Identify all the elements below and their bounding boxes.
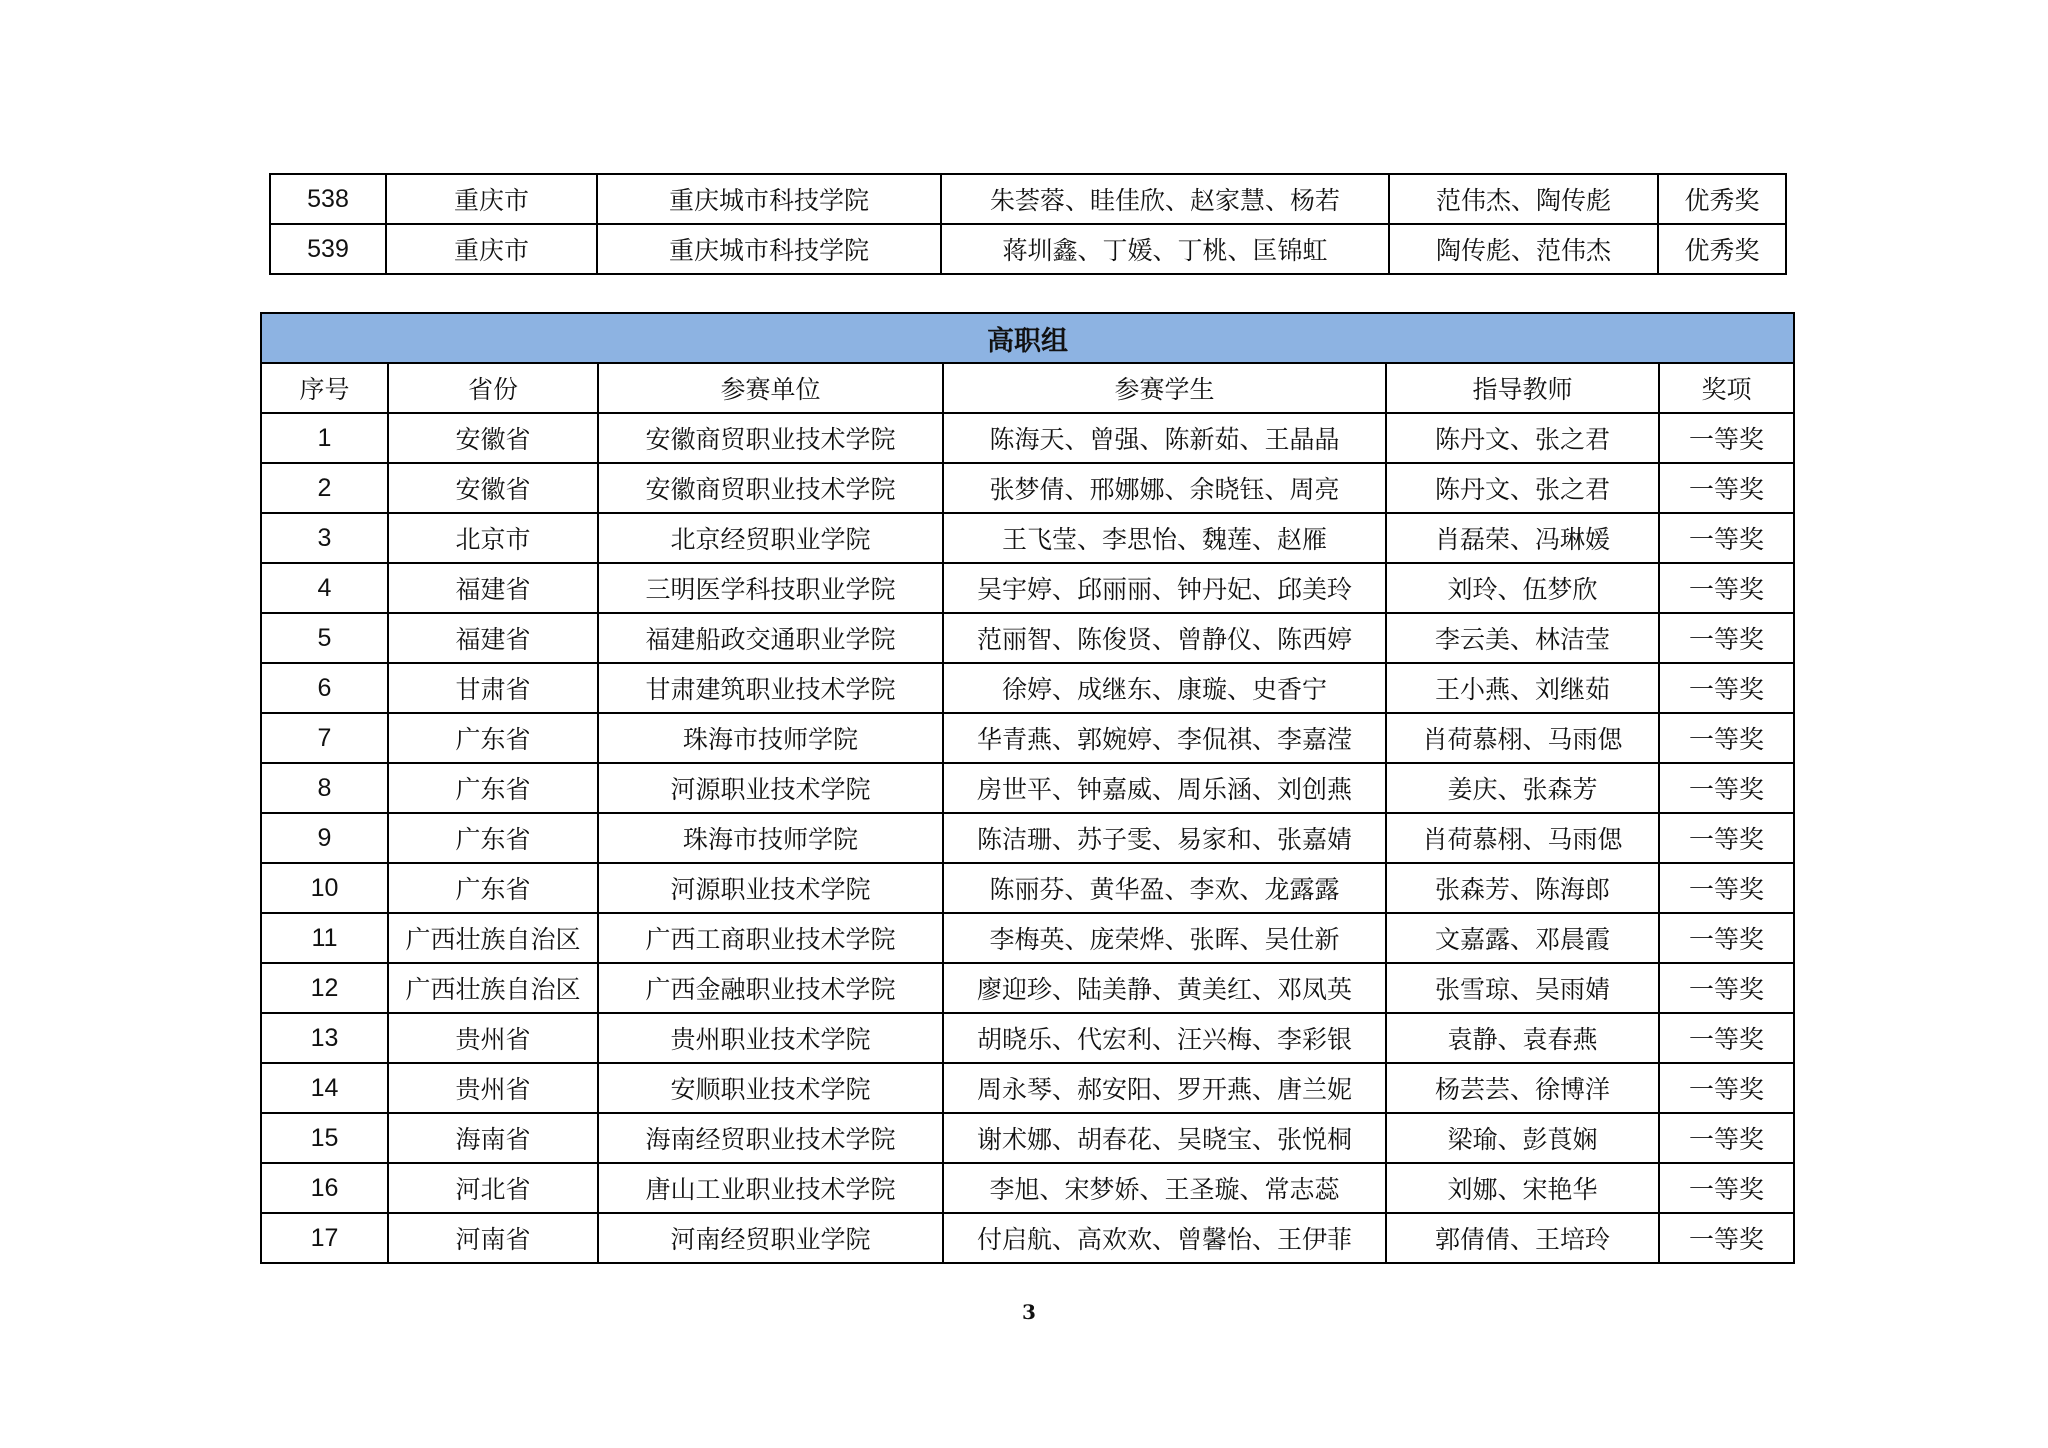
cell-unit: 安顺职业技术学院 <box>598 1063 943 1113</box>
cell-teachers: 肖荷慕栩、马雨偲 <box>1386 713 1659 763</box>
cell-award: 一等奖 <box>1659 663 1794 713</box>
cell-unit: 广西金融职业技术学院 <box>598 963 943 1013</box>
cell-award: 一等奖 <box>1659 563 1794 613</box>
cell-students: 付启航、高欢欢、曾馨怡、王伊菲 <box>943 1213 1386 1263</box>
cell-award: 一等奖 <box>1659 913 1794 963</box>
cell-unit: 重庆城市科技学院 <box>597 224 941 274</box>
vocational-group-body <box>261 413 1794 1263</box>
cell-students: 廖迎珍、陆美静、黄美红、邓凤英 <box>943 963 1386 1013</box>
cell-students: 张梦倩、邢娜娜、余晓钰、周亮 <box>943 463 1386 513</box>
cell-teachers: 肖荷慕栩、马雨偲 <box>1386 813 1659 863</box>
group-title-row <box>261 313 1794 363</box>
cell-award: 一等奖 <box>1659 963 1794 1013</box>
cell-unit: 广西工商职业技术学院 <box>598 913 943 963</box>
cell-students: 徐婷、成继东、康璇、史香宁 <box>943 663 1386 713</box>
cell-students: 范丽智、陈俊贤、曾静仪、陈西婷 <box>943 613 1386 663</box>
cell-teachers: 范伟杰、陶传彪 <box>1389 174 1658 224</box>
header-province: 省份 <box>388 363 598 413</box>
cell-students: 华青燕、郭婉婷、李侃祺、李嘉滢 <box>943 713 1386 763</box>
cell-no: 1 <box>261 413 388 463</box>
cell-teachers: 文嘉露、邓晨霞 <box>1386 913 1659 963</box>
cell-award: 一等奖 <box>1659 863 1794 913</box>
header-teachers: 指导教师 <box>1386 363 1659 413</box>
cell-province: 贵州省 <box>388 1063 598 1113</box>
cell-award: 一等奖 <box>1659 413 1794 463</box>
table-row <box>261 1213 1794 1263</box>
cell-teachers: 张森芳、陈海郎 <box>1386 863 1659 913</box>
cell-province: 福建省 <box>388 563 598 613</box>
cell-teachers: 陈丹文、张之君 <box>1386 413 1659 463</box>
cell-no: 14 <box>261 1063 388 1113</box>
cell-no: 538 <box>270 174 386 224</box>
cell-unit: 安徽商贸职业技术学院 <box>598 413 943 463</box>
cell-unit: 北京经贸职业学院 <box>598 513 943 563</box>
table-row <box>261 1163 1794 1213</box>
cell-province: 福建省 <box>388 613 598 663</box>
cell-no: 5 <box>261 613 388 663</box>
cell-students: 周永琴、郝安阳、罗开燕、唐兰妮 <box>943 1063 1386 1113</box>
cell-unit: 甘肃建筑职业技术学院 <box>598 663 943 713</box>
previous-section-table <box>269 173 1787 275</box>
cell-province: 重庆市 <box>386 224 597 274</box>
previous-section-body <box>270 174 1786 274</box>
cell-students: 陈丽芬、黄华盈、李欢、龙露露 <box>943 863 1386 913</box>
cell-teachers: 杨芸芸、徐博洋 <box>1386 1063 1659 1113</box>
cell-unit: 安徽商贸职业技术学院 <box>598 463 943 513</box>
cell-students: 陈洁珊、苏子雯、易家和、张嘉婧 <box>943 813 1386 863</box>
table-row <box>261 513 1794 563</box>
column-header-row <box>261 363 1794 413</box>
cell-students: 蒋圳鑫、丁媛、丁桃、匡锦虹 <box>941 224 1389 274</box>
cell-province: 广东省 <box>388 713 598 763</box>
cell-teachers: 王小燕、刘继茹 <box>1386 663 1659 713</box>
cell-unit: 珠海市技师学院 <box>598 713 943 763</box>
cell-no: 8 <box>261 763 388 813</box>
header-unit: 参赛单位 <box>598 363 943 413</box>
table-row <box>261 413 1794 463</box>
cell-province: 广西壮族自治区 <box>388 913 598 963</box>
cell-unit: 河源职业技术学院 <box>598 763 943 813</box>
cell-teachers: 刘娜、宋艳华 <box>1386 1163 1659 1213</box>
header-no: 序号 <box>261 363 388 413</box>
page-number: 3 <box>1022 1300 1036 1324</box>
cell-no: 9 <box>261 813 388 863</box>
cell-province: 贵州省 <box>388 1013 598 1063</box>
cell-province: 北京市 <box>388 513 598 563</box>
table-row <box>270 174 1786 224</box>
table-row <box>261 913 1794 963</box>
cell-province: 广东省 <box>388 863 598 913</box>
table-row <box>261 1113 1794 1163</box>
cell-teachers: 陈丹文、张之君 <box>1386 463 1659 513</box>
table-row <box>261 1063 1794 1113</box>
cell-award: 一等奖 <box>1659 613 1794 663</box>
cell-students: 吴宇婷、邱丽丽、钟丹妃、邱美玲 <box>943 563 1386 613</box>
cell-no: 10 <box>261 863 388 913</box>
cell-unit: 三明医学科技职业学院 <box>598 563 943 613</box>
cell-unit: 河南经贸职业学院 <box>598 1213 943 1263</box>
cell-province: 广东省 <box>388 813 598 863</box>
cell-award: 一等奖 <box>1659 1163 1794 1213</box>
cell-teachers: 袁静、袁春燕 <box>1386 1013 1659 1063</box>
cell-teachers: 梁瑜、彭莨娴 <box>1386 1113 1659 1163</box>
cell-unit: 唐山工业职业技术学院 <box>598 1163 943 1213</box>
table-row <box>261 963 1794 1013</box>
cell-award: 一等奖 <box>1659 513 1794 563</box>
cell-no: 6 <box>261 663 388 713</box>
cell-teachers: 刘玲、伍梦欣 <box>1386 563 1659 613</box>
cell-unit: 重庆城市科技学院 <box>597 174 941 224</box>
cell-award: 一等奖 <box>1659 763 1794 813</box>
cell-province: 安徽省 <box>388 463 598 513</box>
cell-students: 朱荟蓉、眭佳欣、赵家慧、杨若 <box>941 174 1389 224</box>
cell-teachers: 姜庆、张森芳 <box>1386 763 1659 813</box>
table-row <box>261 613 1794 663</box>
cell-province: 甘肃省 <box>388 663 598 713</box>
vocational-group-table <box>260 312 1795 1264</box>
cell-award: 优秀奖 <box>1658 224 1786 274</box>
table-row <box>261 813 1794 863</box>
cell-no: 4 <box>261 563 388 613</box>
cell-teachers: 陶传彪、范伟杰 <box>1389 224 1658 274</box>
cell-unit: 河源职业技术学院 <box>598 863 943 913</box>
cell-students: 李梅英、庞荣烨、张晖、吴仕新 <box>943 913 1386 963</box>
cell-students: 王飞莹、李思怡、魏莲、赵雁 <box>943 513 1386 563</box>
table-row <box>261 763 1794 813</box>
cell-students: 房世平、钟嘉威、周乐涵、刘创燕 <box>943 763 1386 813</box>
cell-no: 15 <box>261 1113 388 1163</box>
cell-unit: 珠海市技师学院 <box>598 813 943 863</box>
table-row <box>261 463 1794 513</box>
table-row <box>261 863 1794 913</box>
cell-award: 优秀奖 <box>1658 174 1786 224</box>
cell-unit: 贵州职业技术学院 <box>598 1013 943 1063</box>
cell-no: 11 <box>261 913 388 963</box>
cell-no: 7 <box>261 713 388 763</box>
group-title: 高职组 <box>261 313 1794 363</box>
cell-no: 16 <box>261 1163 388 1213</box>
cell-award: 一等奖 <box>1659 1213 1794 1263</box>
cell-award: 一等奖 <box>1659 463 1794 513</box>
table-row <box>261 1013 1794 1063</box>
cell-province: 河北省 <box>388 1163 598 1213</box>
cell-province: 广西壮族自治区 <box>388 963 598 1013</box>
cell-province: 安徽省 <box>388 413 598 463</box>
cell-award: 一等奖 <box>1659 1013 1794 1063</box>
cell-students: 李旭、宋梦娇、王圣璇、常志蕊 <box>943 1163 1386 1213</box>
header-award: 奖项 <box>1659 363 1794 413</box>
cell-province: 重庆市 <box>386 174 597 224</box>
cell-award: 一等奖 <box>1659 813 1794 863</box>
cell-students: 陈海天、曾强、陈新茹、王晶晶 <box>943 413 1386 463</box>
table-row <box>261 663 1794 713</box>
cell-teachers: 张雪琼、吴雨婧 <box>1386 963 1659 1013</box>
header-students: 参赛学生 <box>943 363 1386 413</box>
cell-no: 17 <box>261 1213 388 1263</box>
cell-teachers: 肖磊荣、冯琳媛 <box>1386 513 1659 563</box>
cell-province: 广东省 <box>388 763 598 813</box>
cell-no: 539 <box>270 224 386 274</box>
cell-award: 一等奖 <box>1659 1113 1794 1163</box>
cell-students: 胡晓乐、代宏利、汪兴梅、李彩银 <box>943 1013 1386 1063</box>
cell-unit: 海南经贸职业技术学院 <box>598 1113 943 1163</box>
cell-no: 13 <box>261 1013 388 1063</box>
cell-no: 3 <box>261 513 388 563</box>
cell-teachers: 郭倩倩、王培玲 <box>1386 1213 1659 1263</box>
cell-award: 一等奖 <box>1659 1063 1794 1113</box>
cell-province: 海南省 <box>388 1113 598 1163</box>
table-row <box>261 563 1794 613</box>
table-row <box>270 224 1786 274</box>
cell-no: 2 <box>261 463 388 513</box>
table-row <box>261 713 1794 763</box>
cell-no: 12 <box>261 963 388 1013</box>
cell-unit: 福建船政交通职业学院 <box>598 613 943 663</box>
cell-province: 河南省 <box>388 1213 598 1263</box>
cell-students: 谢术娜、胡春花、吴晓宝、张悦桐 <box>943 1113 1386 1163</box>
cell-award: 一等奖 <box>1659 713 1794 763</box>
cell-teachers: 李云美、林洁莹 <box>1386 613 1659 663</box>
